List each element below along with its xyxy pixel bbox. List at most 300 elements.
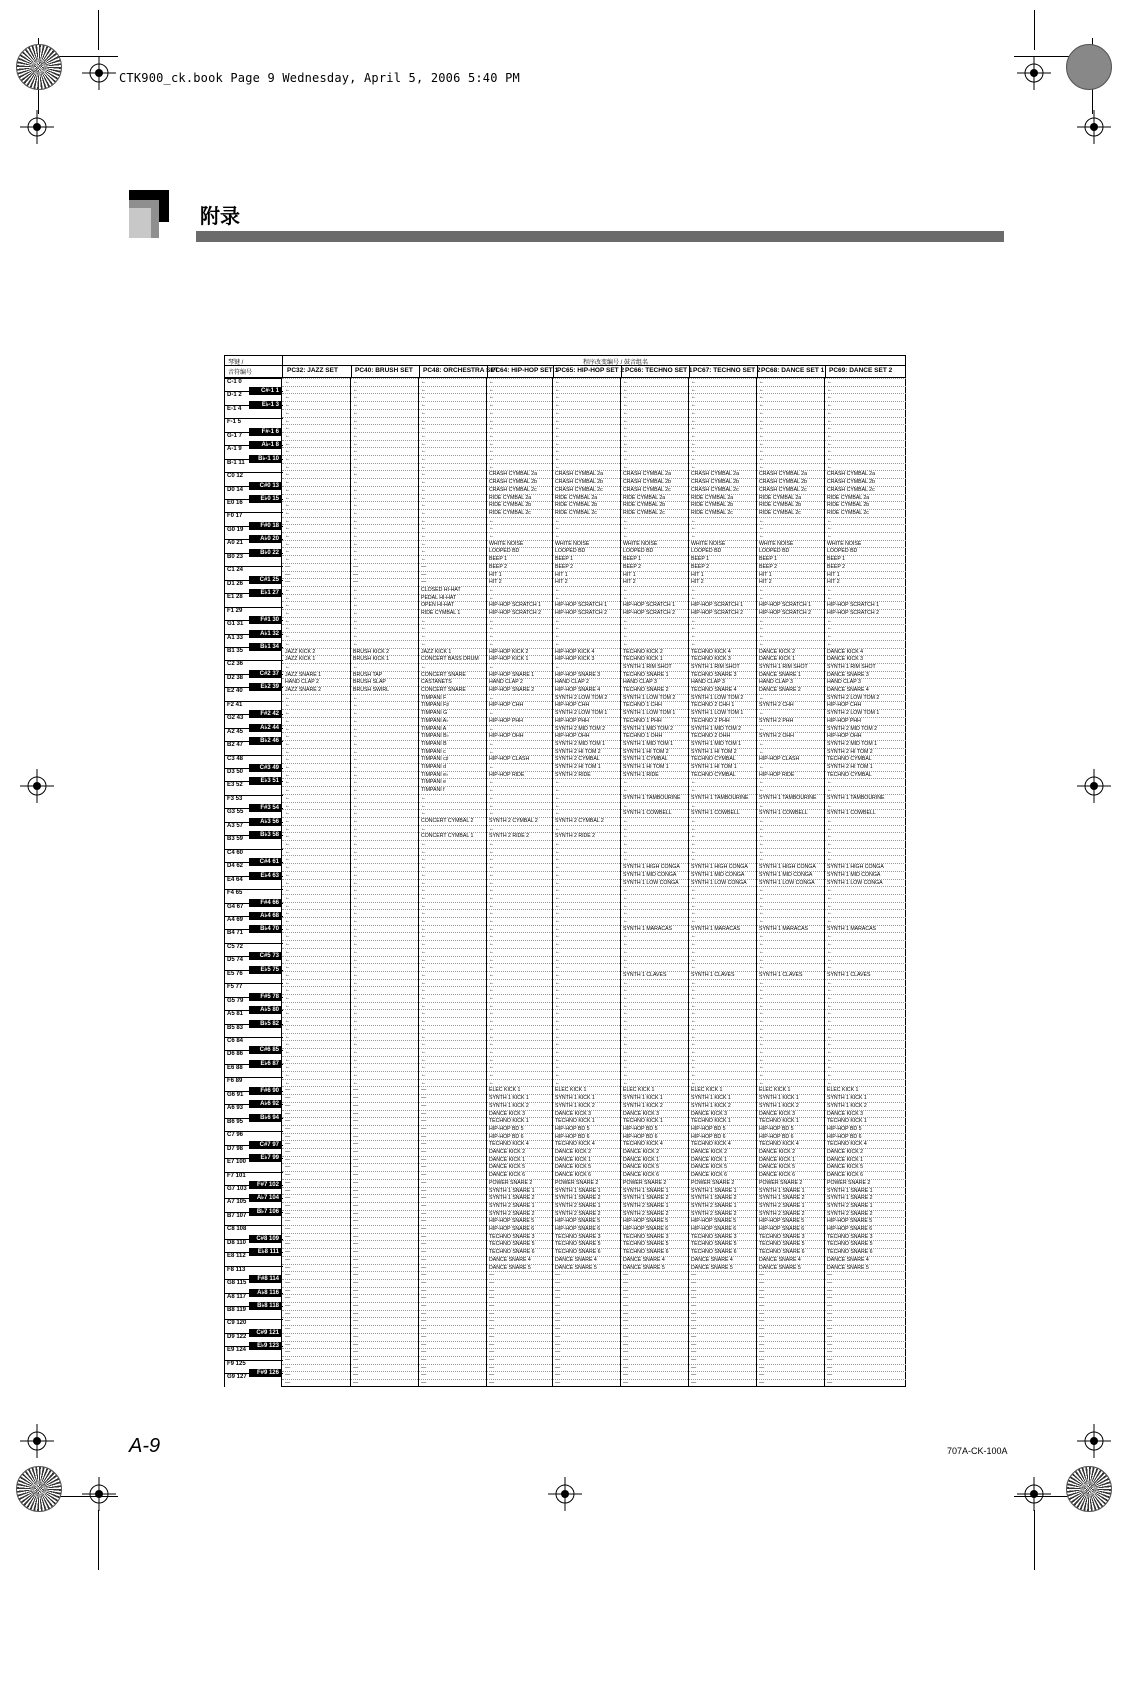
table-cell: ←	[353, 594, 359, 601]
table-cell: ←	[285, 787, 291, 794]
table-cell: —	[421, 563, 427, 570]
table-cell: HIP-HOP SCRATCH 2	[623, 610, 675, 616]
table-cell: ←	[759, 586, 765, 593]
table-cell: TECHNO SNARE 3	[623, 1233, 669, 1240]
table-cell: ←	[353, 479, 359, 486]
table-cell: DANCE KICK 6	[827, 1172, 864, 1179]
table-cell: HIP-HOP PHH	[555, 717, 589, 724]
table-cell: ←	[421, 502, 427, 509]
table-cell: TECHNO SNARE 3	[691, 1233, 737, 1240]
black-key-label: B♭5 82	[249, 1020, 281, 1028]
table-cell: ←	[623, 1041, 629, 1048]
white-key-label: E0 16	[227, 500, 243, 507]
table-cell: ←	[421, 509, 427, 516]
table-cell: —	[353, 1264, 359, 1271]
table-cell: ←	[285, 848, 291, 855]
table-cell: ←	[353, 748, 359, 755]
table-cell: ←	[691, 933, 697, 940]
table-cell: HIT 1	[555, 571, 568, 578]
table-cell: ←	[285, 1033, 291, 1040]
table-cell: ←	[285, 887, 291, 894]
table-cell: HIP-HOP SNARE 5	[759, 1218, 805, 1225]
table-cell: ←	[827, 586, 833, 593]
table-cell: ←	[285, 625, 291, 632]
table-cell: ←	[353, 586, 359, 593]
table-cell: HIP-HOP KICK 1	[489, 656, 529, 663]
black-key-label: C#0 13	[249, 482, 281, 490]
table-cell: —	[285, 1310, 291, 1317]
white-key-label: C3 48	[227, 755, 244, 762]
table-cell: ←	[623, 933, 629, 940]
table-cell: ←	[759, 1079, 765, 1086]
table-cell: TECHNO SNARE 6	[759, 1249, 805, 1256]
table-cell: —	[353, 1187, 359, 1194]
table-cell: TECHNO SNARE 3	[827, 1233, 873, 1240]
table-cell: ←	[623, 417, 629, 424]
table-cell: HIP-HOP SCRATCH 2	[827, 610, 879, 616]
table-cell: —	[421, 1172, 427, 1179]
white-key-label: F-1 5	[227, 419, 242, 426]
table-cell: ←	[353, 663, 359, 670]
table-cell: ←	[691, 964, 697, 971]
table-cell: ←	[555, 617, 561, 624]
table-cell: —	[285, 1249, 291, 1256]
table-cell: SYNTH 1 HI TOM 2	[691, 748, 737, 755]
table-cell: ←	[691, 1002, 697, 1009]
table-cell: ←	[489, 432, 495, 439]
table-cell: ←	[827, 1048, 833, 1055]
table-cell: TIMPANI G	[421, 710, 448, 717]
table-cell: ←	[555, 825, 561, 832]
table-cell: ←	[285, 402, 291, 409]
registration-target-icon	[1017, 1477, 1051, 1511]
table-cell: —	[353, 1380, 359, 1386]
table-cell: HIP-HOP SCRATCH 1	[827, 602, 879, 609]
table-cell: DANCE KICK 5	[489, 1164, 526, 1171]
table-cell: ←	[555, 871, 561, 878]
table-cell: —	[421, 1102, 427, 1109]
table-cell: SYNTH 2 SNARE 1	[691, 1202, 737, 1209]
table-cell: SYNTH 1 KICK 2	[555, 1102, 595, 1109]
table-cell: CRASH CYMBAL 2b	[623, 479, 671, 486]
table-cell: ←	[353, 841, 359, 847]
table-cell: CRASH CYMBAL 2a	[489, 471, 537, 478]
table-cell: SYNTH 1 KICK 1	[489, 1095, 529, 1102]
table-cell: ←	[691, 379, 697, 385]
column-header: PC68: DANCE SET 1	[761, 367, 825, 374]
registration-sun-icon	[1066, 1466, 1112, 1512]
table-cell: ←	[827, 432, 833, 439]
table-cell: TIMPANI e	[421, 779, 446, 786]
column-header: PC48: ORCHESTRA SET	[423, 367, 499, 374]
table-cell: ←	[489, 933, 495, 940]
table-cell: —	[285, 1279, 291, 1286]
table-cell: ←	[489, 948, 495, 955]
table-cell: ←	[353, 379, 359, 385]
table-cell: ←	[759, 802, 765, 809]
table-cell: DANCE SNARE 4	[489, 1256, 531, 1263]
table-cell: ←	[421, 1002, 427, 1009]
table-cell: —	[285, 1372, 291, 1379]
table-cell: ←	[623, 386, 629, 393]
table-cell: ELEC KICK 1	[555, 1087, 587, 1094]
table-cell: RIDE CYMBAL 2c	[555, 509, 597, 516]
table-cell: ←	[555, 1010, 561, 1017]
table-cell: ←	[691, 432, 697, 439]
table-cell: HIP-HOP SNARE 6	[623, 1226, 669, 1232]
table-cell: ←	[285, 517, 291, 524]
black-key-label: C#-1 1	[249, 387, 281, 395]
table-cell: ←	[691, 841, 697, 847]
table-cell: TIMPANI B♭	[421, 733, 450, 740]
table-cell: SYNTH 1 CLAVES	[691, 971, 735, 978]
table-cell: ←	[285, 602, 291, 609]
table-cell: —	[827, 1287, 833, 1294]
table-cell: ←	[555, 448, 561, 455]
table-cell: HIP-HOP SNARE 5	[555, 1218, 601, 1225]
table-cell: ←	[421, 864, 427, 871]
table-cell: SYNTH 1 MID TOM 2	[623, 725, 673, 732]
table-cell: —	[353, 1087, 359, 1094]
white-key-label: C0 12	[227, 473, 244, 480]
table-cell: TECHNO 1 CHH	[623, 702, 662, 709]
table-cell: —	[421, 1118, 427, 1125]
table-cell: SYNTH 2 SNARE 1	[555, 1202, 601, 1209]
white-key-label: C-1 0	[227, 379, 242, 385]
table-cell: ←	[353, 694, 359, 701]
table-cell: ←	[353, 402, 359, 409]
table-cell: SYNTH 1 KICK 1	[623, 1095, 663, 1102]
white-key-label: C9 120	[227, 1320, 247, 1327]
white-key-label: C6 84	[227, 1038, 244, 1045]
table-cell: ←	[827, 625, 833, 632]
table-cell: ←	[759, 379, 765, 385]
table-cell: ←	[353, 1033, 359, 1040]
table-cell: DANCE KICK 3	[827, 656, 864, 663]
table-cell: —	[555, 1303, 561, 1309]
table-cell: —	[285, 1156, 291, 1163]
white-key-label: B4 71	[227, 930, 244, 937]
table-cell: RIDE CYMBAL 2b	[691, 502, 734, 509]
table-cell: ←	[827, 525, 833, 532]
table-cell: TECHNO SNARE 5	[827, 1241, 873, 1248]
table-cell: ←	[489, 918, 495, 924]
table-cell: ←	[489, 640, 495, 647]
table-cell: DANCE KICK 1	[759, 656, 796, 663]
white-key-label: F1 29	[227, 607, 243, 614]
table-cell: ←	[691, 417, 697, 424]
table-cell: ←	[691, 894, 697, 901]
table-cell: SYNTH 1 HIGH CONGA	[623, 864, 680, 871]
table-cell: TECHNO SNARE 3	[691, 671, 737, 678]
table-cell: ←	[489, 1064, 495, 1071]
table-cell: ←	[827, 1025, 833, 1032]
table-cell: SYNTH 1 TAMBOURINE	[691, 794, 749, 801]
table-cell: ←	[285, 756, 291, 763]
table-cell: ←	[489, 379, 495, 385]
table-cell: DANCE KICK 5	[555, 1164, 592, 1171]
table-cell: SYNTH 2 SNARE 2	[555, 1210, 601, 1217]
table-cell: —	[489, 1303, 495, 1309]
table-cell: ←	[285, 925, 291, 932]
table-cell: —	[555, 1341, 561, 1348]
table-cell: RIDE CYMBAL 2c	[691, 509, 733, 516]
table-cell: —	[421, 1287, 427, 1294]
table-cell: HIP-HOP SNARE 1	[489, 671, 535, 678]
table-cell: ←	[353, 825, 359, 832]
black-key-label: E♭7 99	[249, 1154, 281, 1162]
table-cell: ←	[691, 394, 697, 401]
table-cell: SYNTH 1 LOW CONGA	[623, 879, 679, 886]
table-cell: —	[353, 1102, 359, 1109]
registration-target-icon	[82, 56, 116, 90]
table-cell: ←	[759, 448, 765, 455]
table-cell: ←	[421, 802, 427, 809]
table-cell: TECHNO KICK 1	[759, 1118, 799, 1125]
table-cell: ←	[489, 386, 495, 393]
table-cell: —	[421, 1372, 427, 1379]
column-header: PC64: HIP-HOP SET 1	[491, 367, 559, 374]
table-cell: DANCE SNARE 5	[759, 1264, 801, 1271]
table-cell: TECHNO SNARE 3	[555, 1233, 601, 1240]
table-cell: ←	[489, 879, 495, 886]
black-key-label: A♭3 56	[249, 818, 281, 826]
table-cell: POWER SNARE 2	[623, 1179, 667, 1186]
table-cell: ←	[285, 610, 291, 616]
table-cell: TECHNO KICK 4	[555, 1141, 595, 1148]
table-cell: ←	[759, 594, 765, 601]
table-cell: ←	[623, 525, 629, 532]
registration-target-icon	[20, 1424, 54, 1458]
table-cell: —	[623, 1272, 629, 1279]
table-cell: SYNTH 1 LOW TOM 1	[623, 710, 676, 717]
table-cell: ←	[623, 448, 629, 455]
table-cell: —	[285, 1095, 291, 1102]
table-cell: —	[759, 1295, 765, 1302]
table-cell: ←	[421, 486, 427, 493]
table-cell: —	[827, 1356, 833, 1363]
table-cell: SYNTH 1 LOW CONGA	[827, 879, 883, 886]
table-cell: ←	[555, 1002, 561, 1009]
table-cell: ←	[623, 402, 629, 409]
table-cell: ←	[691, 586, 697, 593]
table-cell: ←	[691, 1064, 697, 1071]
table-cell: ←	[489, 848, 495, 855]
table-cell: SYNTH 1 MARACAS	[691, 925, 741, 932]
table-cell: ←	[489, 594, 495, 601]
table-cell: ←	[759, 948, 765, 955]
table-cell: DANCE SNARE 4	[691, 1256, 733, 1263]
registration-target-icon	[1077, 1424, 1111, 1458]
table-cell: DANCE SNARE 2	[759, 687, 801, 693]
table-cell: WHITE NOISE	[489, 540, 524, 547]
table-cell: —	[759, 1310, 765, 1317]
white-key-label: B7 107	[227, 1212, 247, 1219]
table-cell: TECHNO KICK 1	[623, 1118, 663, 1125]
table-cell: CONCERT CYMBAL 1	[421, 833, 474, 840]
table-cell: HIP-HOP BD 5	[623, 1125, 658, 1132]
table-cell: ←	[285, 617, 291, 624]
table-cell: TECHNO SNARE 5	[489, 1241, 535, 1248]
table-cell: ←	[555, 902, 561, 909]
table-cell: ←	[353, 432, 359, 439]
table-cell: SYNTH 1 SNARE 2	[827, 1195, 873, 1202]
table-cell: SYNTH 1 KICK 2	[489, 1102, 529, 1109]
table-cell: TECHNO 1 PHH	[623, 717, 662, 724]
table-cell: ←	[421, 517, 427, 524]
black-key-label: A♭-1 8	[249, 441, 281, 449]
table-cell: ←	[827, 856, 833, 863]
white-key-label: F4 65	[227, 890, 243, 897]
table-cell: SYNTH 2 HI TOM 2	[555, 748, 601, 755]
table-cell: ←	[555, 1033, 561, 1040]
table-cell: DANCE SNARE 4	[759, 1256, 801, 1263]
black-key-label: A♭4 68	[249, 912, 281, 920]
table-cell: —	[285, 1380, 291, 1386]
table-cell: ←	[285, 509, 291, 516]
section-title: 附录	[200, 204, 240, 228]
table-cell: HIP-HOP BD 5	[555, 1125, 590, 1132]
table-cell: ←	[421, 794, 427, 801]
table-cell: —	[285, 1287, 291, 1294]
table-cell: ←	[421, 417, 427, 424]
table-cell: ←	[421, 1072, 427, 1078]
table-cell: ←	[489, 409, 495, 416]
table-cell: TECHNO CYMBAL	[827, 771, 872, 778]
table-cell: ←	[827, 394, 833, 401]
table-cell: ←	[421, 941, 427, 948]
table-cell: JAZZ SNARE 1	[285, 671, 322, 678]
table-cell: —	[623, 1318, 629, 1325]
table-cell: —	[827, 1349, 833, 1356]
table-cell: ←	[691, 918, 697, 924]
table-cell: ←	[285, 702, 291, 709]
table-cell: HIT 2	[691, 579, 704, 586]
table-cell: SYNTH 1 LOW TOM 2	[623, 694, 676, 701]
table-cell: ←	[691, 425, 697, 432]
table-cell: ←	[353, 756, 359, 763]
table-cell: ←	[827, 379, 833, 385]
table-cell: TECHNO KICK 4	[623, 1141, 663, 1148]
table-cell: ←	[827, 409, 833, 416]
table-cell: ←	[285, 802, 291, 809]
table-cell: ←	[285, 694, 291, 701]
table-cell: ←	[759, 856, 765, 863]
table-cell: SYNTH 1 SNARE 1	[759, 1187, 805, 1194]
table-cell: ←	[555, 463, 561, 470]
table-cell: HIP-HOP BD 5	[827, 1125, 862, 1132]
table-cell: ←	[691, 956, 697, 963]
section-title-squares-icon	[129, 190, 171, 240]
table-cell: —	[421, 1141, 427, 1148]
table-cell: ←	[759, 1033, 765, 1040]
white-key-label: B5 83	[227, 1024, 244, 1031]
table-cell: SYNTH 2 LOW TOM 2	[555, 694, 608, 701]
table-cell: —	[555, 1318, 561, 1325]
table-cell: ←	[827, 594, 833, 601]
table-cell: —	[623, 1372, 629, 1379]
table-cell: ←	[489, 394, 495, 401]
table-cell: CRASH CYMBAL 2c	[623, 486, 671, 493]
table-cell: HIP-HOP PHH	[827, 717, 861, 724]
table-cell: ←	[623, 964, 629, 971]
table-cell: ←	[285, 856, 291, 863]
table-cell: DANCE KICK 1	[555, 1156, 592, 1163]
table-cell: ←	[759, 764, 765, 770]
table-cell: SYNTH 2 HI TOM 1	[555, 764, 601, 770]
table-cell: ←	[555, 971, 561, 978]
table-cell: —	[759, 1372, 765, 1379]
table-cell: —	[353, 1141, 359, 1148]
white-key-label: D0 14	[227, 486, 244, 493]
table-cell: CONCERT SNARE	[421, 671, 466, 678]
table-cell: —	[623, 1303, 629, 1309]
table-cell: —	[623, 1326, 629, 1333]
table-cell: ←	[623, 894, 629, 901]
table-cell: TECHNO KICK 1	[691, 1118, 731, 1125]
table-cell: ←	[285, 1079, 291, 1086]
table-cell: ←	[421, 456, 427, 462]
table-cell: HIP-HOP BD 5	[759, 1125, 794, 1132]
black-key-label: E♭2 39	[249, 683, 281, 691]
table-cell: —	[285, 1341, 291, 1348]
table-cell: ←	[555, 987, 561, 994]
table-cell: TECHNO KICK 2	[623, 648, 663, 655]
table-cell: ←	[555, 787, 561, 794]
table-cell: ←	[827, 1056, 833, 1063]
table-cell: ←	[489, 887, 495, 894]
table-cell: ←	[353, 625, 359, 632]
table-cell: ←	[759, 918, 765, 924]
table-cell: BRUSH TAP	[353, 671, 383, 678]
table-cell: ←	[489, 625, 495, 632]
table-cell: ←	[489, 1079, 495, 1086]
table-cell: ←	[285, 494, 291, 501]
table-cell: ←	[421, 1079, 427, 1086]
table-cell: ←	[285, 633, 291, 640]
table-cell: —	[691, 1333, 697, 1340]
table-cell: ←	[623, 440, 629, 447]
table-cell: —	[489, 1318, 495, 1325]
table-cell: —	[827, 1326, 833, 1333]
table-cell: TECHNO KICK 4	[691, 648, 731, 655]
table-cell: —	[489, 1364, 495, 1371]
table-cell: ←	[759, 710, 765, 717]
table-cell: TECHNO KICK 3	[691, 656, 731, 663]
registration-target-icon	[1017, 56, 1051, 90]
table-cell: ←	[421, 402, 427, 409]
white-key-label: E7 100	[227, 1159, 247, 1166]
table-cell: —	[353, 1349, 359, 1356]
table-header-top	[224, 355, 906, 366]
table-row	[282, 1379, 906, 1387]
table-cell: HIP-HOP SCRATCH 1	[489, 602, 541, 609]
table-cell: —	[353, 1149, 359, 1155]
table-cell: TECHNO KICK 1	[489, 1118, 529, 1125]
table-cell: ←	[827, 440, 833, 447]
table-cell: —	[353, 1341, 359, 1348]
table-cell: ←	[623, 802, 629, 809]
table-cell: ←	[623, 1025, 629, 1032]
table-cell: ←	[285, 533, 291, 539]
table-cell: ←	[489, 740, 495, 747]
table-cell: TIMPANI c♯	[421, 756, 449, 763]
table-cell: OPEN HI-HAT	[421, 602, 455, 609]
table-cell: ←	[421, 910, 427, 917]
table-cell: —	[555, 1372, 561, 1379]
table-cell: ←	[353, 633, 359, 640]
table-cell: HIT 2	[489, 579, 502, 586]
